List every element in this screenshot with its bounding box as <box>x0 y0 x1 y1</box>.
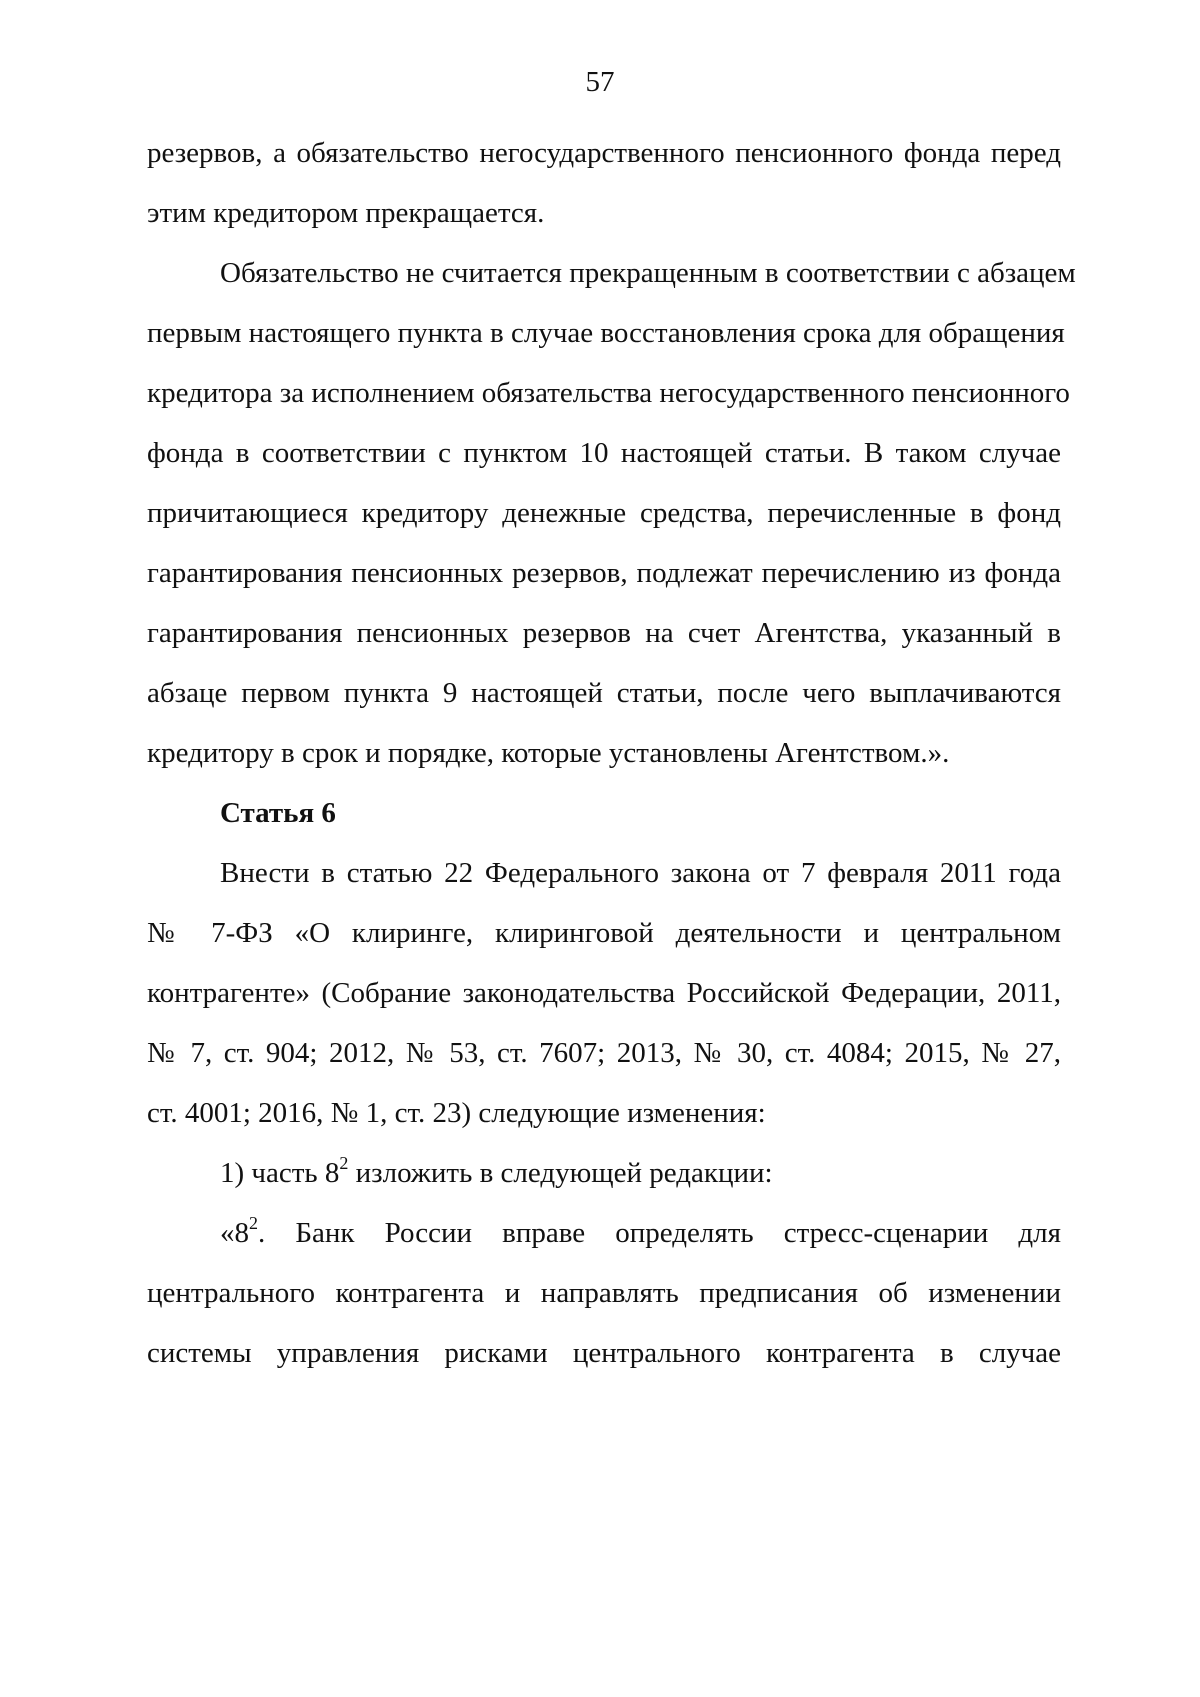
part-8-2-superscript: 2 <box>249 1213 258 1233</box>
text-line: № 7, ст. 904; 2012, № 53, ст. 7607; 2013, № 30, ст. 4084; 2015, № 27, <box>147 1037 1061 1069</box>
text-line: № 7-ФЗ «О клиринге, клиринговой деятельности и центральном <box>147 917 1061 949</box>
text-line: кредитора за исполнением обязательства негосударственного пенсионного <box>147 377 1070 409</box>
text-line: абзаце первом пункта 9 настоящей статьи, после чего выплачиваются <box>147 677 1061 709</box>
item-1-text-after: изложить в следующей редакции: <box>348 1157 773 1189</box>
part-8-2-text-after: . Банк России вправе определять стресс-сценарии для <box>258 1217 1061 1249</box>
item-1-superscript: 2 <box>339 1153 349 1173</box>
text-line: фонда в соответствии с пунктом 10 настоящей статьи. В таком случае <box>147 437 1061 469</box>
text-line: Обязательство не считается прекращенным в соответствии с абзацем <box>220 257 1076 289</box>
text-line: гарантирования пенсионных резервов, подлежат перечислению из фонда <box>147 557 1061 589</box>
text-line: ст. 4001; 2016, № 1, ст. 23) следующие изменения: <box>147 1097 766 1129</box>
text-line: системы управления рисками центрального контрагента в случае <box>147 1337 1061 1369</box>
text-line: причитающиеся кредитору денежные средства, перечисленные в фонд <box>147 497 1061 529</box>
text-line: первым настоящего пункта в случае восстановления срока для обращения <box>147 317 1065 349</box>
list-item-1 <box>220 1155 1061 1191</box>
text-line: центрального контрагента и направлять предписания об изменении <box>147 1277 1061 1309</box>
text-line: Внести в статью 22 Федерального закона от 7 февраля 2011 года <box>220 857 1061 889</box>
text-line: гарантирования пенсионных резервов на счет Агентства, указанный в <box>147 617 1061 649</box>
text-line: кредитору в срок и порядке, которые установлены Агентством.». <box>147 737 950 769</box>
part-8-2-text-before: «8 <box>220 1217 249 1249</box>
article-heading: Статья 6 <box>220 797 336 829</box>
text-line: этим кредитором прекращается. <box>147 197 545 229</box>
quoted-part-8-2 <box>220 1215 1061 1251</box>
item-1-text-before: 1) часть 8 <box>220 1157 340 1189</box>
page-number: 57 <box>585 66 615 98</box>
text-line: контрагенте» (Собрание законодательства Российской Федерации, 2011, <box>147 977 1061 1009</box>
text-line: резервов, а обязательство негосударственного пенсионного фонда перед <box>147 137 1061 169</box>
